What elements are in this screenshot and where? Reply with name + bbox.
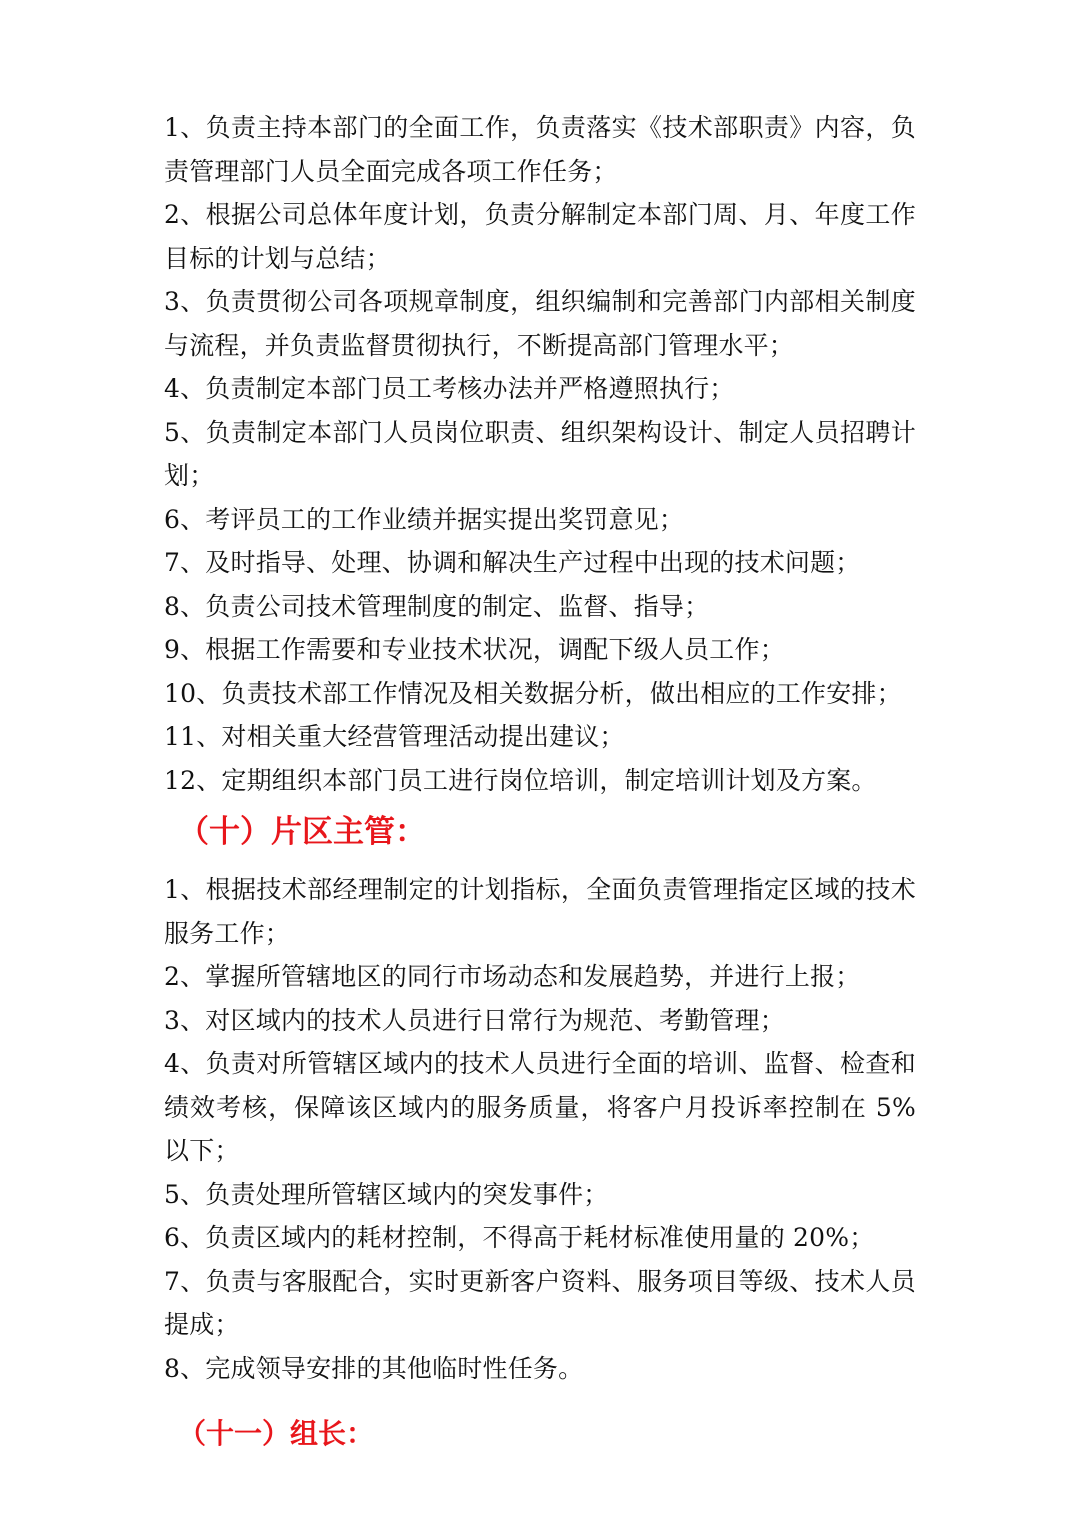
list-item: 1、负责主持本部门的全面工作，负责落实《技术部职责》内容，负责管理部门人员全面完成各项工作任务；: [164, 113, 916, 186]
list-item: 6、负责区域内的耗材控制，不得高于耗材标准使用量的 20%；: [164, 1223, 875, 1252]
list-item: 6、考评员工的工作业绩并据实提出奖罚意见；: [164, 504, 685, 534]
list-item: 7、及时指导、处理、协调和解决生产过程中出现的技术问题；: [164, 548, 861, 577]
list-item: 8、负责公司技术管理制度的制定、监督、指导；: [164, 591, 710, 621]
list-item: 4、负责对所管辖区域内的技术人员进行全面的培训、监督、检查和绩效考核，保障该区域内的服务质量，将客户月投诉率控制在 5%以下；: [164, 1049, 916, 1165]
document-page: [164, 106, 916, 1460]
list-item: 10、负责技术部工作情况及相关数据分析，做出相应的工作安排；: [164, 678, 902, 708]
list-item: 5、负责处理所管辖区域内的突发事件；: [164, 1179, 609, 1209]
list-item: 4、负责制定本部门员工考核办法并严格遵照执行；: [164, 374, 735, 403]
list-item: 11、对相关重大经营管理活动提出建议；: [164, 722, 625, 751]
list-item: 3、对区域内的技术人员进行日常行为规范、考勤管理；: [164, 1005, 785, 1035]
list-item: 12、定期组织本部门员工进行岗位培训，制定培训计划及方案。: [164, 765, 877, 795]
list-item: 9、根据工作需要和专业技术状况，调配下级人员工作；: [164, 635, 785, 664]
list-item: 8、完成领导安排的其他临时性任务。: [164, 1353, 584, 1383]
list-item: 1、根据技术部经理制定的计划指标，全面负责管理指定区域的技术服务工作；: [164, 875, 916, 948]
list-item: 7、负责与客服配合，实时更新客户资料、服务项目等级、技术人员提成；: [164, 1266, 916, 1339]
section-heading-team-leader: （十一）组长：: [178, 1417, 375, 1450]
list-item: 2、根据公司总体年度计划，负责分解制定本部门周、月、年度工作目标的计划与总结；: [164, 200, 916, 273]
list-item: 5、负责制定本部门人员岗位职责、组织架构设计、制定人员招聘计划；: [164, 417, 916, 490]
list-item: 3、负责贯彻公司各项规章制度，组织编制和完善部门内部相关制度与流程，并负责监督贯彻执行，不断提高部门管理水平；: [164, 287, 916, 360]
section-heading-area-supervisor: （十）片区主管：: [178, 814, 426, 850]
list-item: 2、掌握所管辖地区的同行市场动态和发展趋势，并进行上报；: [164, 962, 861, 991]
